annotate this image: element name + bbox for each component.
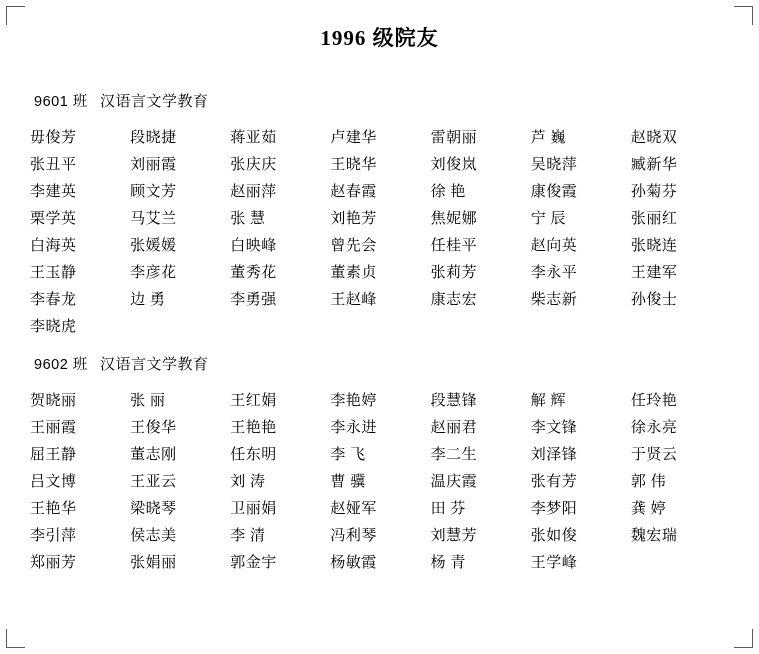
name-cell: 侯志美 <box>130 528 177 544</box>
name-cell: 徐永亮 <box>630 420 678 436</box>
name-cell: 张娟丽 <box>130 555 177 571</box>
name-cell: 李春龙 <box>30 292 77 308</box>
name-cell: 张庆庆 <box>230 157 277 173</box>
table-row <box>30 550 731 577</box>
table-row <box>30 260 731 287</box>
class-major: 汉语言文学教育 <box>100 94 209 110</box>
name-cell: 卫丽娟 <box>230 501 277 517</box>
table-row <box>30 496 731 523</box>
name-cell: 张 慧 <box>230 211 266 227</box>
class-major: 汉语言文学教育 <box>100 357 209 373</box>
name-cell: 冯利琴 <box>330 528 377 544</box>
name-cell: 芦 巍 <box>530 130 566 146</box>
name-cell: 张如俊 <box>530 528 578 544</box>
name-cell: 任桂平 <box>430 238 478 254</box>
class-label: 9602 班 <box>34 357 88 373</box>
name-cell: 焦妮娜 <box>430 211 478 227</box>
name-cell: 温庆霞 <box>430 474 478 490</box>
name-cell: 赵丽君 <box>430 420 478 436</box>
class-label: 9601 班 <box>34 94 88 110</box>
name-cell: 张莉芳 <box>430 265 478 281</box>
name-cell: 解 辉 <box>530 393 566 409</box>
name-cell: 曹 骥 <box>330 474 366 490</box>
name-cell: 张媛媛 <box>130 238 177 254</box>
name-cell: 王晓华 <box>330 157 377 173</box>
name-cell: 刘 涛 <box>230 474 266 490</box>
name-cell: 王丽霞 <box>30 420 77 436</box>
name-cell: 张 丽 <box>130 393 166 409</box>
name-cell: 吕文博 <box>30 474 77 490</box>
name-cell: 赵娅军 <box>330 501 377 517</box>
table-row <box>30 179 731 206</box>
name-table <box>30 125 731 341</box>
name-cell <box>431 314 531 341</box>
crop-mark-bottom-left <box>6 629 25 648</box>
table-row <box>30 125 731 152</box>
table-row <box>30 287 731 314</box>
class-section <box>30 353 731 577</box>
name-cell: 李引萍 <box>30 528 77 544</box>
name-cell: 李艳婷 <box>330 393 377 409</box>
name-cell: 栗学英 <box>30 211 77 227</box>
name-cell: 王建军 <box>630 265 678 281</box>
name-cell: 任玲艳 <box>630 393 678 409</box>
name-cell <box>230 314 330 341</box>
table-row <box>30 388 731 415</box>
name-cell: 王艳华 <box>30 501 77 517</box>
name-cell: 臧新华 <box>630 157 678 173</box>
name-cell: 孙菊芬 <box>630 184 678 200</box>
name-cell <box>531 314 631 341</box>
table-row <box>30 442 731 469</box>
name-cell: 段慧锋 <box>430 393 478 409</box>
name-cell: 龚 婷 <box>630 501 667 517</box>
name-cell <box>631 550 731 577</box>
name-cell: 刘艳芳 <box>330 211 377 227</box>
name-cell: 马艾兰 <box>130 211 177 227</box>
name-cell: 李建英 <box>30 184 77 200</box>
name-cell <box>631 314 731 341</box>
name-cell: 赵晓双 <box>630 130 678 146</box>
name-cell: 张有芳 <box>530 474 578 490</box>
table-row <box>30 314 731 341</box>
name-cell: 吴晓萍 <box>530 157 578 173</box>
name-cell: 梁晓琴 <box>130 501 177 517</box>
name-cell: 康志宏 <box>430 292 478 308</box>
name-table <box>30 388 731 577</box>
name-cell: 柴志新 <box>530 292 578 308</box>
name-cell <box>330 314 430 341</box>
name-cell: 于贤云 <box>630 447 678 463</box>
name-cell: 张丑平 <box>30 157 77 173</box>
name-cell: 董素贞 <box>330 265 377 281</box>
name-cell: 段晓捷 <box>130 130 177 146</box>
table-row <box>30 415 731 442</box>
name-cell: 李永平 <box>530 265 578 281</box>
name-cell: 赵春霞 <box>330 184 377 200</box>
name-cell: 李勇强 <box>230 292 277 308</box>
name-cell: 刘俊岚 <box>430 157 478 173</box>
table-row <box>30 152 731 179</box>
name-cell: 郑丽芳 <box>30 555 77 571</box>
name-cell: 李 飞 <box>330 447 366 463</box>
name-cell: 王学峰 <box>530 555 578 571</box>
alumni-list-container <box>30 78 731 583</box>
name-cell: 白海英 <box>30 238 77 254</box>
name-cell: 任东明 <box>230 447 277 463</box>
name-cell: 曾先会 <box>330 238 377 254</box>
name-cell: 王红娟 <box>230 393 277 409</box>
name-cell: 刘慧芳 <box>430 528 478 544</box>
table-row <box>30 523 731 550</box>
name-cell: 边 勇 <box>130 292 166 308</box>
name-cell: 郭 伟 <box>630 474 667 490</box>
name-cell: 李 清 <box>230 528 266 544</box>
name-cell: 张晓连 <box>630 238 678 254</box>
name-cell: 杨敏霞 <box>330 555 377 571</box>
name-cell: 王玉静 <box>30 265 77 281</box>
table-row <box>30 469 731 496</box>
name-cell: 王艳艳 <box>230 420 277 436</box>
name-cell: 雷朝丽 <box>430 130 478 146</box>
name-cell: 张丽红 <box>630 211 678 227</box>
class-heading <box>34 90 731 111</box>
class-section <box>30 90 731 341</box>
name-cell: 刘丽霞 <box>130 157 177 173</box>
name-cell: 田 芬 <box>430 501 466 517</box>
name-cell: 王赵峰 <box>330 292 377 308</box>
table-row <box>30 233 731 260</box>
name-cell: 蒋亚茹 <box>230 130 277 146</box>
name-cell: 康俊霞 <box>530 184 578 200</box>
class-heading <box>34 353 731 374</box>
name-cell: 李二生 <box>430 447 478 463</box>
name-cell: 徐 艳 <box>430 184 466 200</box>
name-cell: 孙俊士 <box>630 292 678 308</box>
name-cell: 郭金宇 <box>230 555 277 571</box>
name-cell: 董秀花 <box>230 265 277 281</box>
name-cell: 赵向英 <box>530 238 578 254</box>
name-cell: 顾文芳 <box>130 184 177 200</box>
name-cell: 魏宏瑞 <box>630 528 678 544</box>
name-cell: 贺晓丽 <box>30 393 77 409</box>
name-cell: 卢建华 <box>330 130 377 146</box>
name-cell: 李彦花 <box>130 265 177 281</box>
name-cell: 杨 青 <box>430 555 466 571</box>
name-cell: 李晓虎 <box>30 319 77 335</box>
name-cell: 李文锋 <box>530 420 578 436</box>
name-cell: 王亚云 <box>130 474 177 490</box>
name-cell: 李永进 <box>330 420 377 436</box>
page-title: 1996 级院友 <box>320 26 439 50</box>
name-cell: 赵丽萍 <box>230 184 277 200</box>
name-cell: 王俊华 <box>130 420 177 436</box>
name-cell: 宁 辰 <box>530 211 566 227</box>
name-cell: 屈王静 <box>30 447 77 463</box>
name-cell: 毋俊芳 <box>30 130 77 146</box>
name-cell <box>130 314 230 341</box>
name-cell: 刘泽锋 <box>530 447 578 463</box>
name-cell: 李梦阳 <box>530 501 578 517</box>
name-cell: 白映峰 <box>230 238 277 254</box>
table-row <box>30 206 731 233</box>
crop-mark-bottom-right <box>734 629 753 648</box>
name-cell: 董志刚 <box>130 447 177 463</box>
